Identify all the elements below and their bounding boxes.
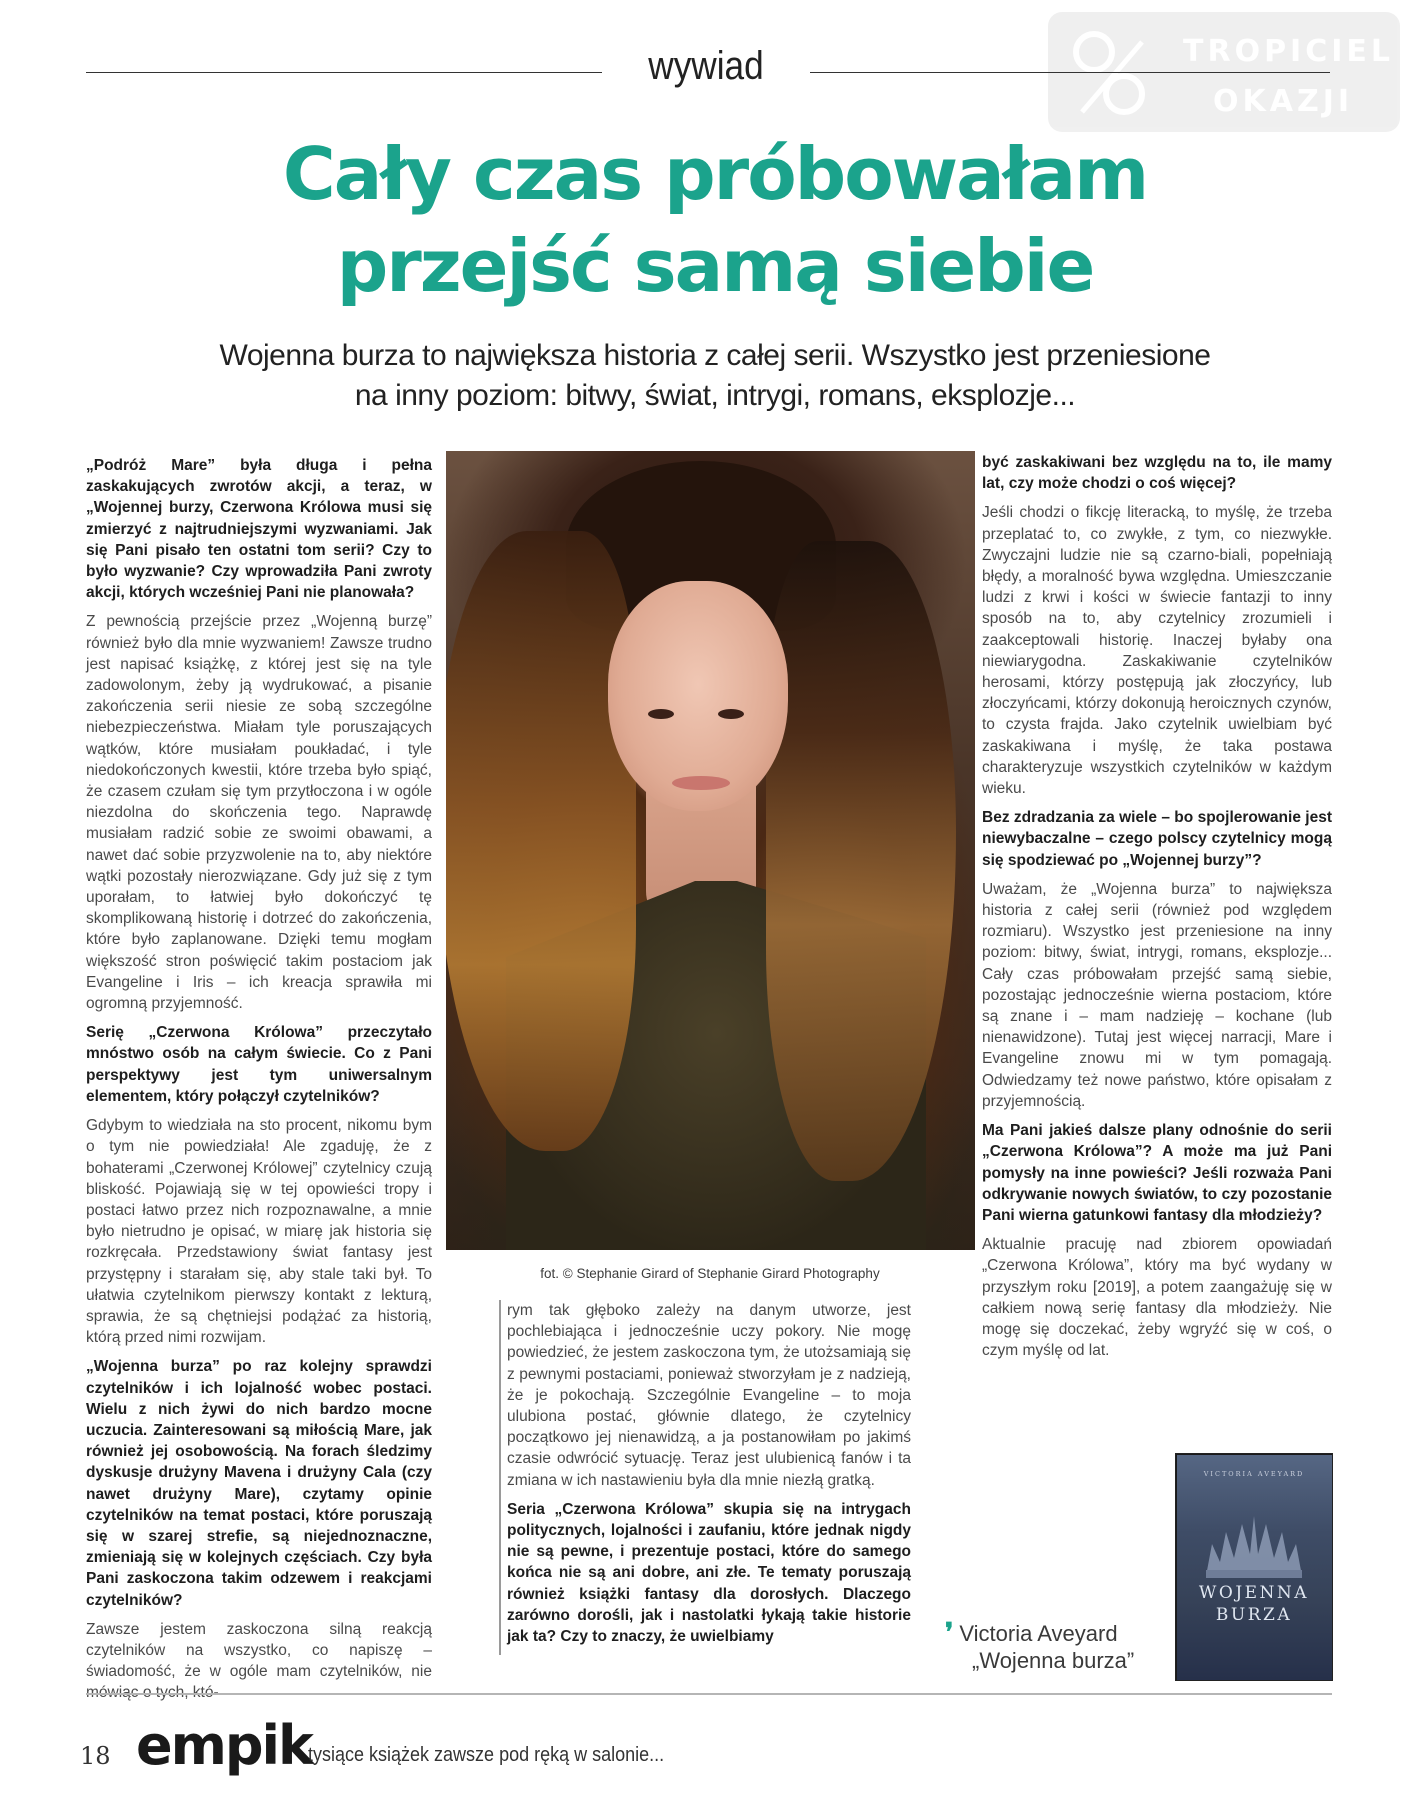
article-headline <box>140 128 1290 312</box>
interview-question: Ma Pani jakieś dalsze plany odnośnie do serii „Czerwona Królowa”? A może ma już Pani pomysły na inne powieści? Jeśli rozważa Pani odkrywanie nowych światów, to czy pozostanie Pani wierna gatunkowi fantasy dla młodzieży? <box>982 1122 1332 1224</box>
article-column-left <box>86 455 432 1712</box>
photo-face <box>608 581 788 811</box>
footer-divider <box>86 1693 1332 1695</box>
article-lead <box>140 336 1290 416</box>
photo-lips <box>672 776 730 790</box>
photo-caption: fot. © Stephanie Girard of Stephanie Girard Photography <box>540 1266 880 1281</box>
book-cover-title-line2: BURZA <box>1215 1605 1293 1625</box>
lead-line1: Wojenna burza to największa historia z całej serii. Wszystko jest przeniesione <box>219 339 1211 372</box>
headline-line2: przejść samą siebie <box>336 224 1094 308</box>
photo-eye-left <box>648 709 674 719</box>
interview-question: być zaskakiwani bez względu na to, ile mamy lat, czy może chodzi o coś więcej? <box>982 454 1332 493</box>
interview-answer: rym tak głęboko zależy na danym utworze, jest pochlebiająca i jednocześnie uczy pokory. Nie mogę powiedzieć, że jestem zaskoczona tym, że utożsamiają się z pewnymi postaciami, ponieważ stworzyłam je z nadzieją, że je pokochają. Szczególnie Evangeline – to moja ulubiona postać, głównie dlatego, że czytelnicy początkowo jej nienawidzą, a ja postanowiłam po jakimś czasie odwrócić sytuację. Teraz jest ulubienicą fanów i ta zmiana w ich nastawieniu była dla mnie niezłą gratką. <box>507 1302 911 1489</box>
photo-eye-right <box>718 709 744 719</box>
interview-question: „Podróż Mare” była długa i pełna zaskakujących zwrotów akcji, a teraz, w „Wojennej burzy, Czerwona Królowa musi się zmierzyć z najtrudniejszymi wyzwaniami. Jak się Pani pisało ten ostatni tom serii? Czy to było wyzwanie? Czy wprowadziła Pani zwroty akcji, których wcześniej Pani nie planowała? <box>86 457 432 602</box>
book-cover-title <box>1176 1582 1332 1626</box>
watermark-text-line2: OKAZJI <box>1213 84 1354 119</box>
interview-question: Seria „Czerwona Królowa” skupia się na intrygach politycznych, lojalności i zaufaniu, które jednak nigdy nie są pewne, i prezentuje postaci, które do samego końca nie są ani dobre, ani złe. Te tematy poruszają również książki fantasy dla dorosłych. Dlaczego zarówno dorośli, jak i nastolatki łykają takie historie jak ta? Czy to znaczy, że uwielbiamy <box>507 1500 911 1646</box>
interview-question: Serię „Czerwona Królowa” przeczytało mnóstwo osób na całym świecie. Co z Pani perspektywy jest tym uniwersalnym elementem, który połączył czytelników? <box>86 1024 432 1105</box>
footer-tagline: tysiące książek zawsze pod ręką w salonie... <box>308 1744 665 1766</box>
article-column-middle <box>499 1300 911 1655</box>
interview-answer: Z pewnością przejście przez „Wojenną burzę” również było dla mnie wyzwaniem! Zawsze trudno jest napisać książkę, z której jest się na tyle zadowolonym, żeby ją wydrukować, a pisanie zakończenia serii niesie ze sobą szczególne niebezpieczeństwa. Miałam tyle poruszających wątków, które musiałam poukładać, i tyle niedokończonych kwestii, które trzeba było spiąć, że czasem czułam się tym przytłoczona i w ogóle niezdolna do skończenia tego. Naprawdę musiałam radzić sobie ze swoimi obawami, a nawet dać sobie przyzwolenie na to, aby niektóre wątki pozostały nierozwiązane. Gdy już się z tym uporałam, to łatwiej było dokończyć tę skomplikowaną historię i dotrzeć do zakończenia, które było zaplanowane. Dzięki temu mogłam większość stron poświęcić takim postaciom jak Evangeline i Iris – ich kreacja sprawiła mi ogromną przyjemność. <box>86 613 432 1013</box>
section-divider-left <box>86 72 602 73</box>
signature-author: Victoria Aveyard <box>959 1621 1118 1646</box>
photo-hair-right <box>766 541 956 1181</box>
author-signature <box>945 1620 1145 1674</box>
lead-line2: na inny poziom: bitwy, świat, intrygi, romans, eksplozje... <box>354 379 1076 412</box>
interview-answer: Aktualnie pracuję nad zbiorem opowiadań „Czerwona Królowa”, który ma być wydany w przyszłym roku [2019], a potem zaangażuję się w całkiem nową serię fantasy dla młodzieży. Nie mogę się doczekać, żeby wgryźć się w coś, o czym myślę od lat. <box>982 1236 1332 1360</box>
book-cover-title-line1: WOJENNA <box>1198 1583 1310 1603</box>
page-number: 18 <box>80 1742 111 1770</box>
interview-answer: Jeśli chodzi o fikcję literacką, to myślę, że trzeba przeplatać to, co zwykłe, z tym, co niezwykłe. Zwyczajni ludzie nie są czarno-biali, popełniają błędy, a moralność bywa względna. Umieszczanie ludzi z krwi i kości w świecie fantazji to inny sposób na to, aby czytelnicy zrozumieli i zaakceptowali historię. Inaczej byłaby ona niewiarygodna. Zaskakiwanie czytelników herosami, którzy postępują jak złoczyńcy, lub złoczyńcami, którzy dokonują heroicznych czynów, to czysta frajda. Jako czytelnik uwielbiam być zaskakiwana i myślę, że taka postawa charakteryzuje wszystkich czytelników w każdym wieku. <box>982 504 1332 798</box>
section-divider-right <box>810 72 1330 73</box>
interview-answer: Gdybym to wiedziała na sto procent, nikomu bym o tym nie powiedziała! Ale zgaduję, że z bohaterami „Czerwonej Królowej” czytelnicy czują bliskość. Pojawiają się w tej opowieści tropy i postaci łatwo przez nich rozpoznawalne, a mnie było nietrudno je opisać, w miarę jak historia się rozkręcała. Przedstawiony świat fantasy jest przystępny i starałam się, aby stale taki był. To ułatwia czytelnikom pierwszy kontakt z lekturą, sprawia, że są chętniejsi podążać za historią, którą przed nimi rozwijam. <box>86 1117 432 1347</box>
headline-line1: Cały czas próbowałam <box>282 132 1148 216</box>
book-cover-author: VICTORIA AVEYARD <box>1203 1470 1305 1478</box>
interview-answer: Zawsze jestem zaskoczona silną reakcją czytelników na wszystko, co napiszę –świadomość, że w ogóle mam czytelników, nie mówiąc o tych, któ- <box>86 1620 432 1702</box>
section-label: wywiad <box>648 44 764 88</box>
signature-book-title: „Wojenna burza” <box>972 1648 1135 1673</box>
book-cover-image <box>1176 1454 1332 1680</box>
article-column-right <box>982 452 1332 1369</box>
crown-icon <box>1202 1514 1306 1584</box>
interview-question: Bez zdradzania za wiele – bo spojlerowanie jest niewybaczalne – czego polscy czytelnicy mogą się spodziewać po „Wojennej burzy”? <box>982 809 1332 869</box>
interview-question: „Wojenna burza” po raz kolejny sprawdzi czytelników i ich lojalność wobec postaci. Wielu z nich żywi do nich bardzo mocne uczucia. Zainteresowani są miłością Mare, jak również jej osobowością. Na forach śledzimy dyskusje drużyny Mavena i drużyny Cala (czy nawet drużyny Mare), czytamy opinie czytelników na temat postaci, które poruszają się w szarej strefie, są niejednoznaczne, zmieniają się w kolejnych częściach. Czy była Pani zaskoczona takim odzewem i reakcjami czytelników? <box>86 1358 432 1609</box>
empik-logo: empik <box>136 1714 312 1777</box>
quote-mark-icon: ❜ <box>945 1618 954 1648</box>
interview-answer: Uważam, że „Wojenna burza” to największa historia z całej serii (również pod względem rozmiaru). Wszystko jest przeniesione na inny poziom: bitwy, świat, intrygi, romans, eksplozje... Cały czas próbowałam przejść samą siebie, pozostając jednocześnie wierna postaciom, które są znane i – mam nadzieję – kochane (lub nienawidzone). Tutaj jest więcej narracji, Mare i Evangeline znowu mi w tym pomagają. Odwiedzamy też nowe państwo, które opisałam z przyjemnością. <box>982 880 1332 1110</box>
watermark-text-line1: TROPICIEL <box>1183 34 1395 69</box>
author-portrait-photo <box>446 451 975 1250</box>
photo-hair-left <box>446 531 636 1151</box>
